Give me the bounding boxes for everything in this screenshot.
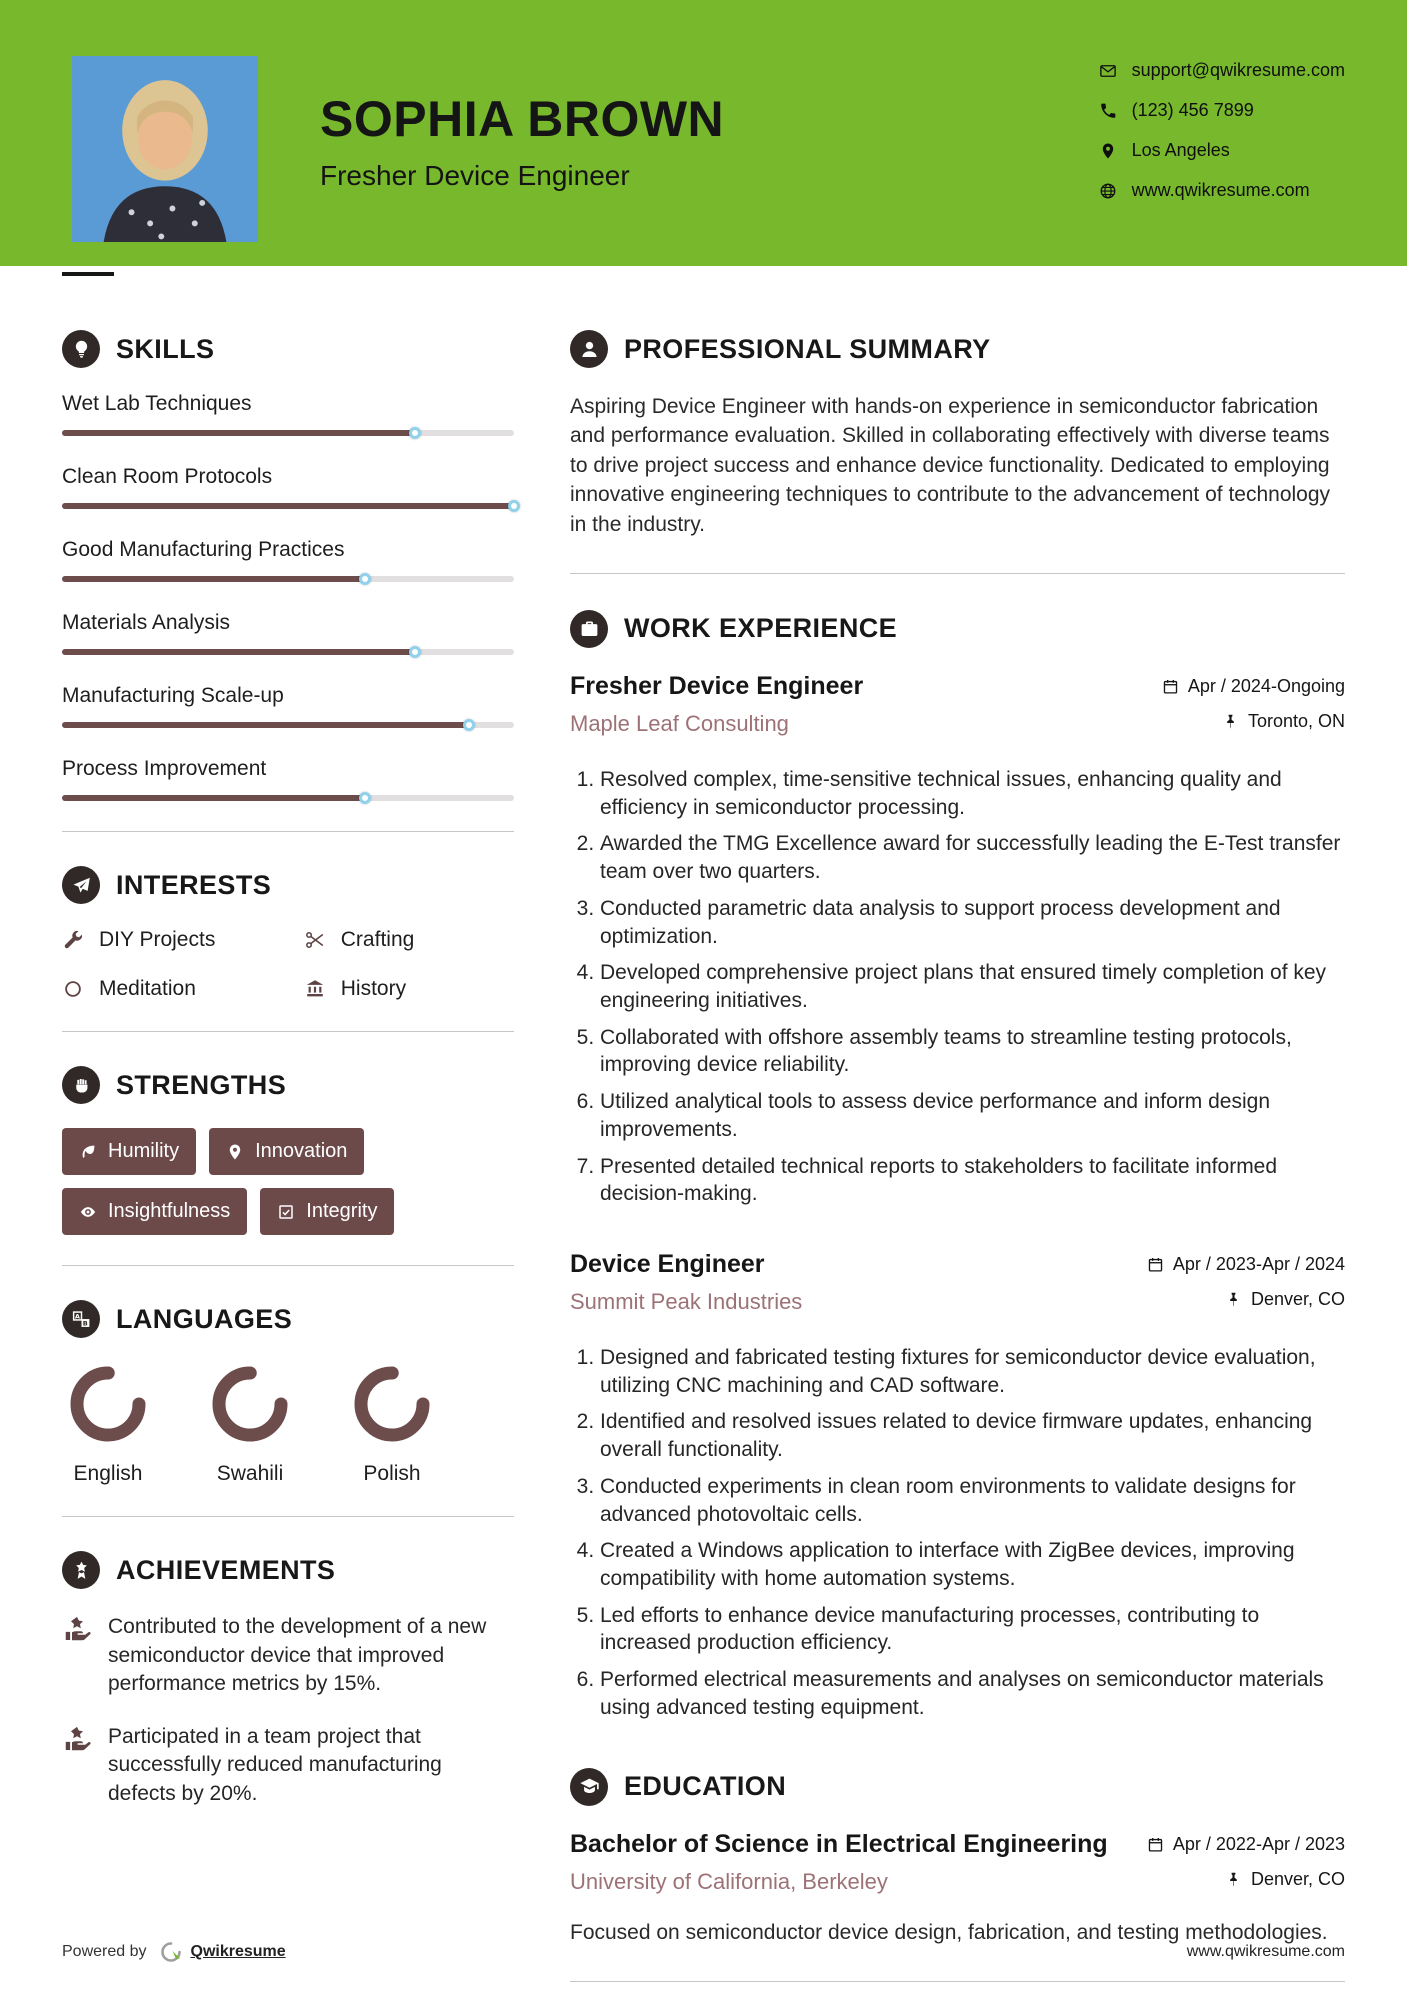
divider — [62, 1031, 514, 1032]
circle-icon — [62, 978, 84, 1000]
translate-icon — [62, 1300, 100, 1338]
graduation-cap-icon — [570, 1768, 608, 1806]
education-degree: Bachelor of Science in Electrical Engineering — [570, 1829, 1108, 1858]
skills-heading — [62, 330, 514, 368]
divider — [570, 1981, 1345, 1982]
contact-item — [1099, 140, 1345, 161]
eye-icon — [79, 1203, 97, 1221]
right-column — [570, 330, 1345, 1990]
job-dates — [1147, 1254, 1345, 1275]
interest-item — [62, 977, 304, 1001]
languages-section — [62, 1300, 514, 1486]
contact-item — [1099, 100, 1345, 121]
header — [0, 0, 1407, 266]
lightbulb-icon — [62, 330, 100, 368]
skill-bar-fill — [62, 430, 415, 436]
person-job-title: Fresher Device Engineer — [320, 160, 630, 191]
phone-icon — [1099, 102, 1117, 120]
identity-block — [320, 90, 724, 266]
job-dates-text: Apr / 2024-Ongoing — [1187, 675, 1345, 696]
job-location — [1162, 711, 1345, 732]
skills-heading-label: SKILLS — [116, 333, 215, 364]
skill-item — [62, 611, 514, 655]
pushpin-icon — [1225, 1871, 1242, 1888]
skill-bar-fill — [62, 649, 415, 655]
mappin-icon — [226, 1143, 244, 1161]
qwikresume-brand-link[interactable] — [159, 1940, 286, 1964]
skill-bar — [62, 722, 514, 728]
interest-label: Crafting — [340, 928, 415, 951]
job-dates-text: Apr / 2023-Apr / 2024 — [1172, 1254, 1345, 1275]
medal-star-icon — [62, 1551, 100, 1589]
skill-label: Materials Analysis — [62, 611, 231, 634]
svg-text:B: B — [82, 1318, 88, 1327]
strength-label: Innovation — [255, 1140, 348, 1162]
scissors-icon — [304, 929, 326, 951]
job-bullet: 6. Utilized analytical tools to assess device performance and inform design improvements. — [600, 1088, 1345, 1143]
interest-item — [304, 928, 514, 952]
job-title-block — [570, 1250, 802, 1324]
fist-icon — [62, 1066, 100, 1104]
contact-text: support@qwikresume.com — [1131, 60, 1345, 80]
achievement-text: Participated in a team project that successfully reduced manufacturing defects by 20%. — [108, 1724, 442, 1805]
language-item — [66, 1362, 150, 1486]
pushpin-icon — [1222, 713, 1239, 730]
interest-label: History — [340, 977, 407, 1000]
achievements-list — [62, 1613, 514, 1808]
experience-section — [570, 610, 1345, 1722]
skill-bar — [62, 649, 514, 655]
divider — [570, 573, 1345, 574]
skills-list — [62, 392, 514, 801]
job-bullet: 5. Collaborated with offshore assembly teams to streamline testing protocols, improving device reliability. — [600, 1024, 1345, 1079]
education-header — [570, 1830, 1345, 1904]
achievement-item — [62, 1723, 514, 1809]
strengths-heading-label: STRENGTHS — [116, 1069, 287, 1100]
job-company: Summit Peak Industries — [570, 1289, 803, 1315]
strength-tag — [209, 1128, 364, 1175]
job-dates — [1162, 676, 1345, 697]
skill-item — [62, 465, 514, 509]
star-hand-icon — [62, 1725, 92, 1809]
job-title-block — [570, 672, 863, 746]
job-bullet: 3. Conducted parametric data analysis to support process development and optimization. — [600, 895, 1345, 950]
job-location — [1147, 1289, 1345, 1310]
skill-bar-handle — [463, 719, 475, 731]
strength-label: Integrity — [306, 1200, 378, 1222]
strengths-list — [62, 1128, 514, 1235]
education-heading — [570, 1768, 1345, 1806]
skill-bar-handle — [359, 792, 371, 804]
left-column — [62, 330, 514, 1990]
skill-bar — [62, 795, 514, 801]
email-icon — [1099, 62, 1117, 80]
education-location-text: Denver, CO — [1250, 1868, 1345, 1889]
strengths-heading — [62, 1066, 514, 1104]
language-item — [208, 1362, 292, 1486]
briefcase-icon — [570, 610, 608, 648]
experience-heading-label: WORK EXPERIENCE — [624, 613, 898, 644]
header-accent-line — [62, 272, 114, 276]
job-bullet: 3. Conducted experiments in clean room environments to validate designs for advanced photovoltaic cells. — [600, 1473, 1345, 1528]
job-bullet: 7. Presented detailed technical reports to stakeholders to facilitate informed decision-making. — [600, 1153, 1345, 1208]
skill-bar-handle — [508, 500, 520, 512]
job-entry — [570, 672, 1345, 1208]
checksquare-icon — [277, 1203, 295, 1221]
skills-section — [62, 330, 514, 801]
skill-bar-handle — [409, 646, 421, 658]
job-title: Fresher Device Engineer — [570, 671, 864, 700]
strengths-section — [62, 1066, 514, 1235]
language-gauge — [66, 1362, 150, 1446]
job-bullets — [570, 1344, 1345, 1722]
job-bullet: 2. Awarded the TMG Excellence award for successfully leading the E-Test transfer team over two quarters. — [600, 830, 1345, 885]
skill-item — [62, 684, 514, 728]
divider — [62, 831, 514, 832]
interest-label: Meditation — [99, 977, 196, 1000]
footer-website: www.qwikresume.com — [1186, 1943, 1345, 1960]
svg-text:A: A — [74, 1311, 80, 1320]
interest-item — [304, 977, 514, 1001]
job-bullet: 4. Developed comprehensive project plans that ensured timely completion of key engineering initiatives. — [600, 959, 1345, 1014]
contact-list — [1099, 60, 1345, 266]
job-bullet: 6. Performed electrical measurements and analyses on semiconductor materials using advanced testing equipment. — [600, 1666, 1345, 1721]
education-section — [570, 1768, 1345, 1947]
strength-tag — [62, 1128, 196, 1175]
education-meta — [1147, 1830, 1345, 1904]
star-hand-icon — [62, 1615, 92, 1699]
job-header — [570, 672, 1345, 746]
languages-heading — [62, 1300, 514, 1338]
footer — [62, 1940, 1345, 1964]
education-dates — [1147, 1834, 1345, 1855]
interests-heading-label: INTERESTS — [116, 869, 272, 900]
qwikresume-brand-label: Qwikresume — [190, 1943, 286, 1960]
globe-icon — [1099, 182, 1117, 200]
divider — [62, 1516, 514, 1517]
calendar-icon — [1147, 1256, 1164, 1273]
person-name: SOPHIA BROWN — [320, 91, 725, 147]
skill-label: Good Manufacturing Practices — [62, 538, 345, 561]
contact-text: (123) 456 7899 — [1131, 100, 1254, 120]
skill-bar-handle — [409, 427, 421, 439]
museum-icon — [304, 978, 326, 1000]
skill-bar-fill — [62, 722, 469, 728]
experience-heading — [570, 610, 1345, 648]
leaf-icon — [79, 1143, 97, 1161]
education-location — [1147, 1869, 1345, 1890]
education-text: Focused on semiconductor device design, fabrication, and testing methodologies. — [570, 1920, 1328, 1944]
strength-tag — [62, 1188, 247, 1235]
summary-text: Aspiring Device Engineer with hands-on experience in semiconductor fabrication and performance evaluation. Skilled in collaborating effectively with diverse teams to drive project success and enhance device functionality. Dedicated to employing innovative engineering techniques to contribute to the advancement of technology in the industry. — [570, 395, 1331, 536]
skill-item — [62, 538, 514, 582]
job-bullet: 5. Led efforts to enhance device manufacturing processes, contributing to increased production efficiency. — [600, 1602, 1345, 1657]
divider — [62, 1265, 514, 1266]
job-header — [570, 1250, 1345, 1324]
skill-bar-handle — [359, 573, 371, 585]
powered-by-label: Powered by — [62, 1943, 147, 1960]
achievements-section — [62, 1551, 514, 1808]
achievement-item — [62, 1613, 514, 1699]
main-content — [0, 266, 1407, 1990]
interests-list — [62, 928, 514, 1001]
skill-item — [62, 392, 514, 436]
skill-bar — [62, 430, 514, 436]
summary-section — [570, 330, 1345, 539]
education-school: University of California, Berkeley — [570, 1868, 888, 1894]
contact-text: www.qwikresume.com — [1131, 180, 1310, 200]
skill-label: Wet Lab Techniques — [62, 392, 252, 415]
skill-item — [62, 757, 514, 801]
interests-heading — [62, 866, 514, 904]
job-bullet: 1. Resolved complex, time-sensitive technical issues, enhancing quality and efficiency in semiconductor processing. — [600, 766, 1345, 821]
job-meta — [1147, 1250, 1345, 1324]
pin-icon — [1099, 142, 1117, 160]
language-label: Swahili — [216, 1462, 284, 1485]
profile-photo-image — [72, 56, 258, 242]
job-title: Device Engineer — [570, 1250, 765, 1279]
education-heading-label: EDUCATION — [624, 1771, 787, 1802]
job-meta — [1162, 672, 1345, 746]
contact-item — [1099, 60, 1345, 81]
interests-section — [62, 866, 514, 1001]
language-gauge — [350, 1362, 434, 1446]
language-gauge — [208, 1362, 292, 1446]
interest-item — [62, 928, 304, 952]
achievement-text: Contributed to the development of a new semiconductor device that improved performance metrics by 15%. — [108, 1615, 487, 1696]
contact-item — [1099, 180, 1345, 201]
job-bullet: 1. Designed and fabricated testing fixtures for semiconductor device evaluation, utilizing CNC machining and CAD software. — [600, 1344, 1345, 1399]
person-icon — [570, 330, 608, 368]
achievements-heading-label: ACHIEVEMENTS — [116, 1554, 336, 1585]
job-bullets — [570, 766, 1345, 1208]
languages-list — [66, 1362, 514, 1486]
skill-bar — [62, 576, 514, 582]
summary-heading-label: PROFESSIONAL SUMMARY — [624, 333, 991, 364]
calendar-icon — [1162, 678, 1179, 695]
skill-bar-fill — [62, 795, 365, 801]
interest-label: DIY Projects — [99, 928, 216, 951]
summary-heading — [570, 330, 1345, 368]
strength-label: Humility — [108, 1140, 180, 1162]
language-item — [350, 1362, 434, 1486]
achievements-heading — [62, 1551, 514, 1589]
skill-label: Manufacturing Scale-up — [62, 684, 284, 707]
skill-bar-fill — [62, 576, 365, 582]
language-label: English — [73, 1462, 143, 1485]
contact-text: Los Angeles — [1131, 140, 1230, 160]
calendar-icon — [1147, 1836, 1164, 1853]
languages-heading-label: LANGUAGES — [116, 1303, 293, 1334]
skill-bar-fill — [62, 503, 514, 509]
strength-label: Insightfulness — [108, 1200, 231, 1222]
paper-plane-icon — [62, 866, 100, 904]
language-label: Polish — [363, 1462, 421, 1485]
strength-tag — [260, 1188, 394, 1235]
job-location-text: Toronto, ON — [1247, 710, 1345, 731]
skill-label: Process Improvement — [62, 757, 267, 780]
skill-bar — [62, 503, 514, 509]
pushpin-icon — [1225, 1291, 1242, 1308]
job-bullet: 2. Identified and resolved issues related to device firmware updates, enhancing overall functionality. — [600, 1408, 1345, 1463]
jobs-list — [570, 672, 1345, 1722]
education-title-block — [570, 1830, 1108, 1904]
job-location-text: Denver, CO — [1250, 1289, 1345, 1310]
profile-photo — [72, 56, 258, 242]
wrench-icon — [62, 929, 84, 951]
qwikresume-logo-icon — [159, 1940, 183, 1964]
skill-label: Clean Room Protocols — [62, 465, 273, 488]
job-entry — [570, 1250, 1345, 1722]
education-dates-text: Apr / 2022-Apr / 2023 — [1172, 1833, 1345, 1854]
job-company: Maple Leaf Consulting — [570, 710, 789, 736]
job-bullet: 4. Created a Windows application to interface with ZigBee devices, improving compatibility with home automation systems. — [600, 1537, 1345, 1592]
